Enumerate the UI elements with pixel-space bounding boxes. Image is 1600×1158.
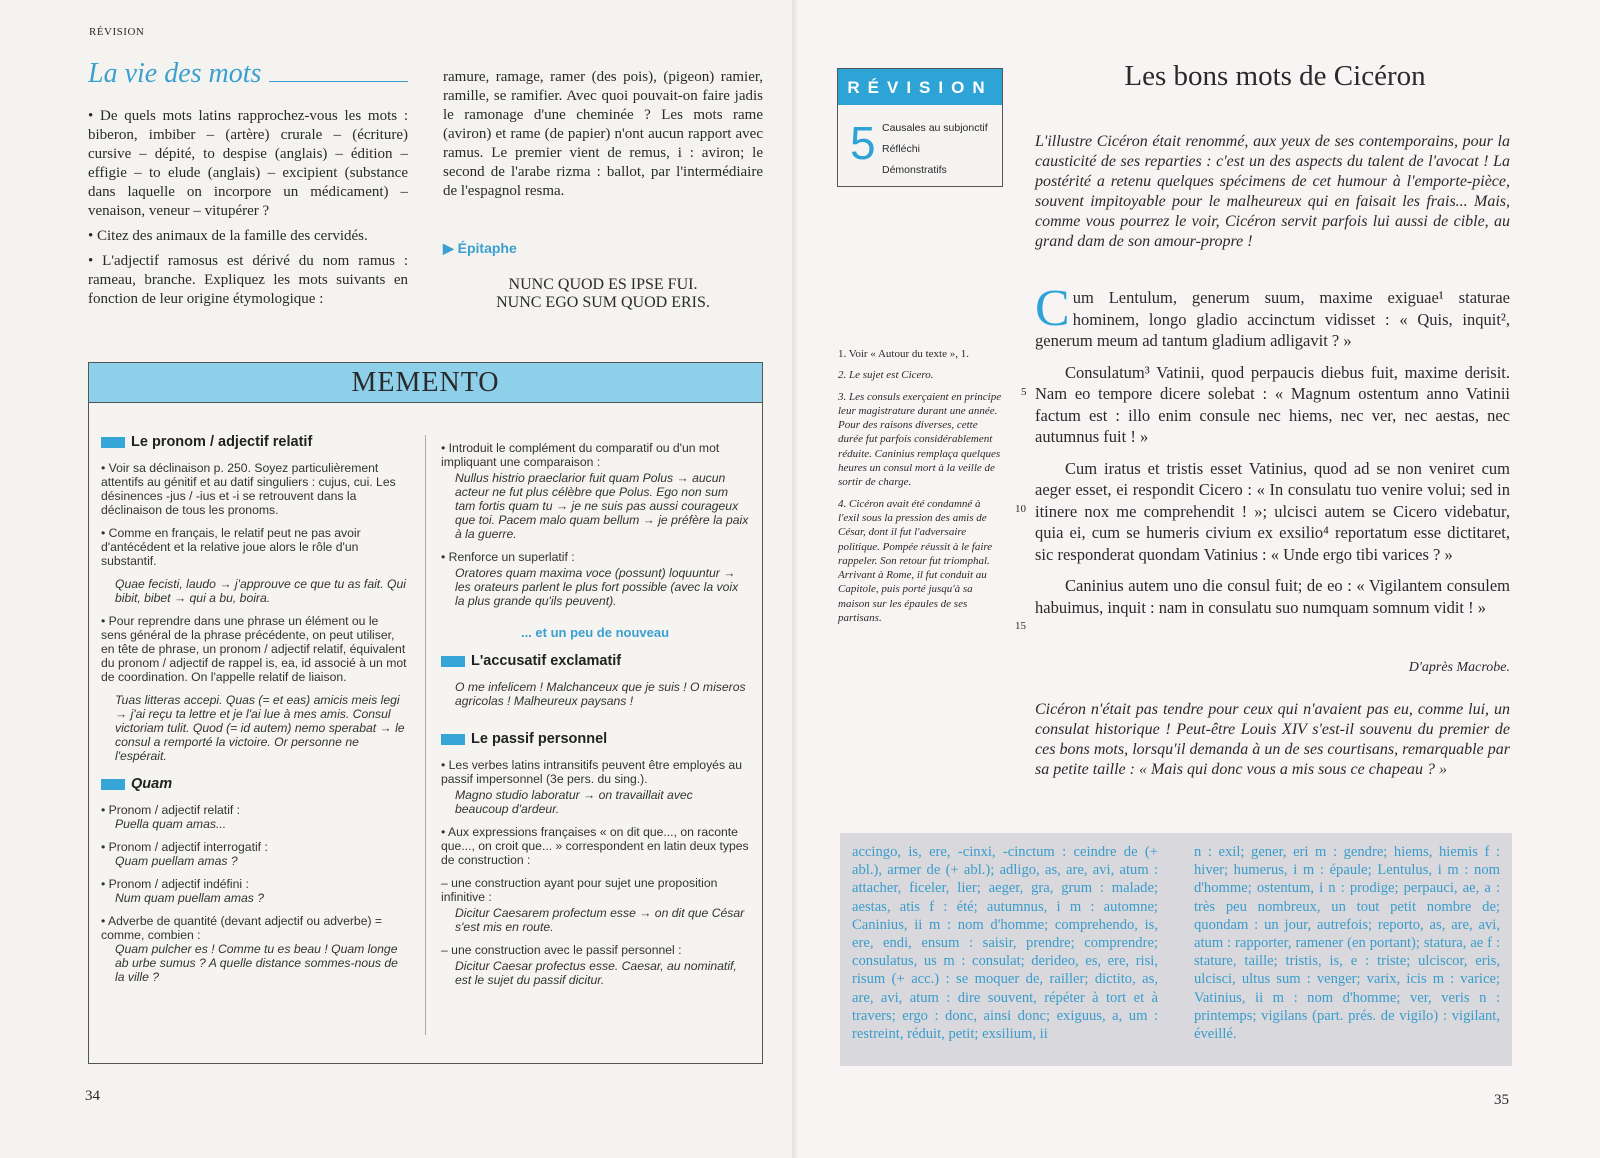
heading-relatif xyxy=(101,435,407,449)
text-title: Les bons mots de Cicéron xyxy=(1124,60,1426,92)
vocab-column: n : exil; gener, eri m : gendre; hiems, hiemis f : hiver; humerus, i m : épaule; Lentulus, i m : nom d'homme; ostentum, i n : prodige; perpauci, ae, a : très peu nombreux, un tout petit nombre de; quondam : un jour, autrefois; reporto, as, are, avi, atum : rapporter, ramener (en portant); statura, ae f : stature, taille; tristis, is, e : triste; ulciscor, eris, ulcisci, ultus sum : venger; varix, icis m : varice; Vatinius, ii m : nom d'homme; ver, veris n : printemps; vigilans (part. prés. de vigilo) : vigilant, éveillé. xyxy=(1194,844,1500,1043)
example: Magno studio laboratur → on travaillait avec beaucoup d'ardeur. xyxy=(455,788,693,816)
example: Num quam puellam amas ? xyxy=(115,891,265,905)
heading-text: Quam xyxy=(131,776,173,792)
heading-marker xyxy=(101,437,125,448)
example: O me infelicem ! Malchanceux que je suis ! O miseros agricolas ! Malheureux paysans ! xyxy=(455,680,746,708)
question: • Citez des animaux de la famille des cervidés. xyxy=(88,228,368,244)
page-number: 35 xyxy=(1494,1092,1509,1108)
example: Nullus histrio praeclarior fuit quam Polus → aucun acteur ne fut plus célèbre que Polus. Ego non sum tam fortis quam tu → je ne suis pas aussi courageux que toi. Pacem malo quam bellum → je préfère la paix à la guerre. xyxy=(455,471,749,541)
epitaph-line: NUNC QUOD ES IPSE FUI. xyxy=(508,276,698,293)
paragraph: • Introduit le complément du comparatif ou d'un mot impliquant une comparaison : xyxy=(441,441,720,469)
right-page xyxy=(797,0,1600,1158)
paragraph: • Renforce un superlatif : xyxy=(441,550,575,564)
paragraph: • Pronom / adjectif indéfini : xyxy=(101,877,249,891)
epitaph xyxy=(443,276,763,312)
memento-col-right xyxy=(441,441,749,996)
paragraph: • Adverbe de quantité (devant adjectif ou adverbe) = comme, combien : xyxy=(101,914,383,942)
footnote: 3. Les consuls exerçaient en principe leur magistrature durant une année. Pour des raisons diverses, cette durée fut parfois considérablement réduite. Caninius remplaça quelques heures un consul mort à la veille de sortir de charge. xyxy=(838,390,1002,489)
vocab-column: accingo, is, ere, -cinxi, -cinctum : ceindre de (+ abl.), armer de (+ abl.); adligo, as, are, avi, atum : attacher, ficeler, lier; aeger, gra, grum : malade; aestas, atis f : été; autumnus, i m : automne; Caninius, ii m : nom d'homme; comprehendo, is, ere, endi, ensum : saisir, prendre; comprendre; consulatus, us m : consulat; derideo, es, ere, risi, risum (+ acc.) : se moquer de, railler; dictito, as, are, avi, atum : dire souvent, répéter à tort et à travers; ergo : donc, ainsi donc; exiguus, a, um : restreint, réduit, petit; exsilium, ii xyxy=(852,844,1158,1043)
paragraph: – une construction avec le passif personnel : xyxy=(441,943,682,957)
line-number: 5 xyxy=(1021,386,1027,398)
example: Dicitur Caesarem profectum esse → on dit que César s'est mis en route. xyxy=(455,906,745,934)
vocabulary-box xyxy=(840,833,1512,1066)
paragraph: • Comme en français, le relatif peut ne pas avoir d'antécédent et la relative joue alors le rôle d'un substantif. xyxy=(101,526,361,568)
revision-topics xyxy=(882,118,988,181)
latin-paragraph: um Lentulum, generum suum, maxime exiguae¹ staturae hominem, longo gladio accinctum vidisset : « Quis, inquit², generum meum ad tantum gladium adligavit ? » xyxy=(1035,288,1510,350)
epitaph-line: NUNC EGO SUM QUOD ERIS. xyxy=(496,294,710,311)
example: Tuas litteras accepi. Quas (= et eas) amicis meis legi → j'ai reçu ta lettre et je l'ai lue à mes amis. Consul victoriam tulit. Quod (= id autem) nemo sperabat → le consul a remporté la victoire. Or personne ne l'espérait. xyxy=(115,693,405,763)
heading-text: L'accusatif exclamatif xyxy=(471,653,622,669)
etymology-text: ramure, ramage, ramer (des pois), (pigeon) ramier, ramille, se ramifier. Avec quoi pouvait-on faire jadis le ramonage d'une cheminée ? Les mots rame (aviron) et rame (de papier) n'ont aucun rapport avec ramus. Le premier vient de remus, i : aviron; le second de l'arabe rizma : ballot, par l'intermédiaire de l'espagnol resma. xyxy=(443,69,763,199)
heading-text: Le pronom / adjectif relatif xyxy=(131,434,313,450)
topic: Réfléchi xyxy=(882,143,920,155)
heading-marker xyxy=(101,779,125,790)
heading-quam xyxy=(101,777,407,791)
heading-accusatif xyxy=(441,654,749,668)
drop-cap: C xyxy=(1035,280,1070,337)
line-number: 10 xyxy=(1015,503,1026,515)
paragraph: • Aux expressions françaises « on dit que..., on raconte que..., on croit que... » correspondent en latin deux types de construction : xyxy=(441,825,749,867)
paragraph: • Pour reprendre dans une phrase un élément ou le sens général de la phrase précédente, on peut utiliser, en tête de phrase, un pronom / adjectif relatif, équivalent du pronom / adjectif de rappel is, ea, id associé à un mot de coordination. On l'appelle relatif de liaison. xyxy=(101,614,407,684)
memento-col-left xyxy=(101,421,407,993)
example: Dicitur Caesar profectus esse. Caesar, au nominatif, est le sujet du passif dicitur. xyxy=(455,959,737,987)
footnote: 4. Cicéron avait été condamné à l'exil sous la pression des amis de César, dont il fut l'adversaire politique. Pompée réussit à le faire rappeler. Son retour fut triomphal. Arrivant à Rome, il fut conduit au Capitole, puis porté jusqu'à sa maison sur les épaules de ses partisans. xyxy=(838,497,993,625)
topic: Démonstratifs xyxy=(882,164,947,176)
revision-label: RÉVISION xyxy=(838,69,1002,105)
line-number: 15 xyxy=(1015,620,1026,632)
epitaph-label: Épitaphe xyxy=(457,240,517,256)
topic: Causales au subjonctif xyxy=(882,122,988,134)
running-head: RÉVISION xyxy=(89,26,145,38)
heading-marker xyxy=(441,734,465,745)
conclusion-text: Cicéron n'était pas tendre pour ceux qui n'avaient pas eu, comme lui, un consulat historique ! Peut-être Louis XIV s'est-il souvenu du premier de ces bons mots, lorsqu'il demanda à un de ses courtisans, remarquable par sa petite taille : « Mais qui donc vous a mis sous ce chapeau ? » xyxy=(1035,701,1510,778)
example: Quae fecisti, laudo → j'approuve ce que tu as fait. Qui bibit, bibet → qui a bu, boira. xyxy=(115,577,406,605)
example: Oratores quam maxima voce (possunt) loquuntur → les orateurs parlent le plus fort possible (avec la voix la plus grande qu'ils peuvent). xyxy=(455,566,739,608)
subheading-new: ... et un peu de nouveau xyxy=(520,625,670,640)
footnote: 1. Voir « Autour du texte », 1. xyxy=(838,348,969,360)
latin-paragraph: Caninius autem uno die consul fuit; de eo : « Vigilantem consulem habuimus, inquit : nam in consulatu suo numquam somnum vidit ! » xyxy=(1035,576,1510,617)
footnote: 2. Le sujet est Cicero. xyxy=(838,369,934,382)
paragraph: • Pronom / adjectif interrogatif : xyxy=(101,840,268,854)
example: Quam puellam amas ? xyxy=(115,854,238,868)
question: • L'adjectif ramosus est dérivé du nom ramus : rameau, branche. Expliquez les mots suivants en fonction de leur origine étymologique : xyxy=(88,253,408,307)
title-text: La vie des mots xyxy=(88,58,262,89)
paragraph: • Les verbes latins intransitifs peuvent être employés au passif impersonnel (3e pers. du sing.). xyxy=(441,758,742,786)
latin-paragraph: Cum iratus et tristis esset Vatinius, quod ad se non veniret cum aeger esset, ei respondit Cicero : « In consulatu tuo venire volui; sed in itinere nox me comprehendit ! »; ulcisci autem se Cicero videbatur, quia ei, cum se humeris civium ex exsilio⁴ reportatum esse dictitaret, sic responderat quondam Vatinius : « Unde ergo tibi varices ? » xyxy=(1035,458,1510,564)
source-attribution: D'après Macrobe. xyxy=(1408,660,1510,675)
example: Puella quam amas... xyxy=(115,817,227,831)
paragraph: – une construction ayant pour sujet une proposition infinitive : xyxy=(441,876,718,904)
question: • De quels mots latins rapprochez-vous les mots : biberon, imbiber – (artère) crurale – (écriture) cursive – dépité, to despise (anglais) – édition – effigie – to elude (anglais) – excipient (substance dans laquelle on incorpore un médicament) – venaison, veneur – vitupérer ? xyxy=(88,108,408,219)
vocab-questions xyxy=(88,107,408,315)
example: Quam pulcher es ! Comme tu es beau ! Quam longe ab urbe sumus ? A quelle distance sommes-nous de la ville ? xyxy=(115,942,398,984)
intro-text: L'illustre Cicéron était renommé, aux yeux de ses contemporains, pour la causticité de ses reparties : c'est un des aspects du talent de l'avocat ! La postérité a retenu quelques spécimens de cet humour à l'emporte-pièce, souvent impitoyable pour le malheureux qui en faisait les frais... Mais, comme vous pourrez le voir, Cicéron servit parfois lui aussi de cible, au grand dam de son amour-propre ! xyxy=(1035,133,1510,250)
latin-text xyxy=(1035,280,1510,618)
section-title xyxy=(88,58,408,90)
triangle-icon: ▶ xyxy=(443,240,458,256)
left-page xyxy=(0,0,797,1158)
paragraph: • Voir sa déclinaison p. 250. Soyez particulièrement attentifs au génitif et au datif singuliers : cujus, cui. Les désinences -jus / -ius et -i se retrouvent dans la déclinaison de tous les pronoms. xyxy=(101,461,396,517)
memento-title: MEMENTO xyxy=(89,363,762,403)
page-number: 34 xyxy=(85,1088,100,1104)
revision-number: 5 xyxy=(850,117,876,169)
heading-marker xyxy=(441,656,465,667)
paragraph: • Pronom / adjectif relatif : xyxy=(101,803,241,817)
revision-box xyxy=(837,68,1003,187)
memento-box xyxy=(88,362,763,1064)
footnotes xyxy=(838,347,1004,625)
epitaph-heading xyxy=(443,240,517,257)
heading-text: Le passif personnel xyxy=(471,731,608,747)
title-rule xyxy=(269,81,408,82)
heading-passif xyxy=(441,732,749,746)
column-divider xyxy=(425,435,426,1035)
latin-paragraph: Consulatum³ Vatinii, quod perpaucis diebus fuit, maxime derisit. Nam eo tempore dicere solebat : « Magnum ostentum anno Vatinii factum est : illo enim consule nec hiems, nec ver, nec aestas, nec autumnus fuit ! » xyxy=(1035,362,1510,446)
